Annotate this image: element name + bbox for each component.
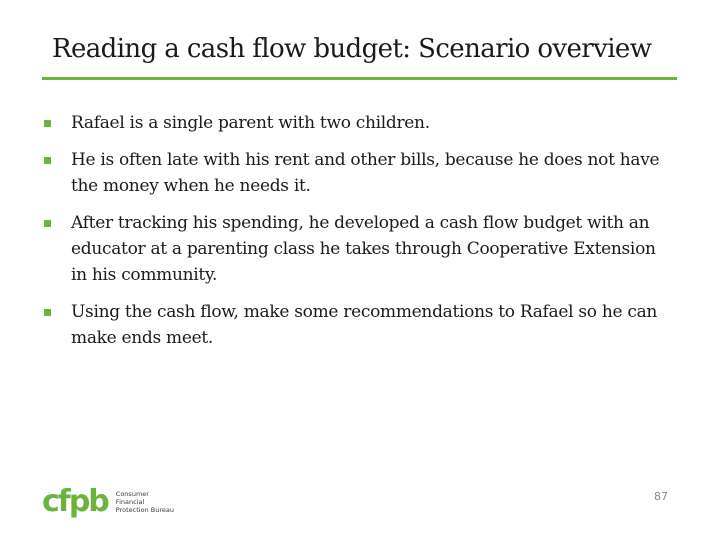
bullet-text: Rafael is a single parent with two children. <box>71 113 430 133</box>
bullet-item <box>42 299 672 351</box>
logo-agency-line: Consumer Financial <box>115 490 149 506</box>
bullet-text: Using the cash flow, make some recommendations to Rafael so he can make ends meet. <box>71 302 658 348</box>
square-bullet-icon <box>44 220 51 227</box>
slide-title: Reading a cash flow budget: Scenario overview <box>52 34 652 64</box>
bullet-item <box>42 110 672 136</box>
logo-agency-line: Protection Bureau <box>115 506 174 514</box>
bullet-text: He is often late with his rent and other bills, because he does not have the money when he needs it. <box>71 150 660 196</box>
bullet-text: After tracking his spending, he developed a cash flow budget with an educator at a parenting class he takes through Cooperative Extension in his community. <box>71 213 656 285</box>
page-number: 87 <box>654 490 668 503</box>
logo-agency-name <box>116 490 176 514</box>
bullet-item <box>42 210 672 288</box>
bullet-item <box>42 147 672 199</box>
bullet-list <box>42 110 672 362</box>
square-bullet-icon <box>44 309 51 316</box>
square-bullet-icon <box>44 157 51 164</box>
title-divider <box>42 77 677 80</box>
square-bullet-icon <box>44 120 51 127</box>
logo-wordmark: cfpb <box>42 484 108 519</box>
cfpb-logo <box>42 484 176 519</box>
